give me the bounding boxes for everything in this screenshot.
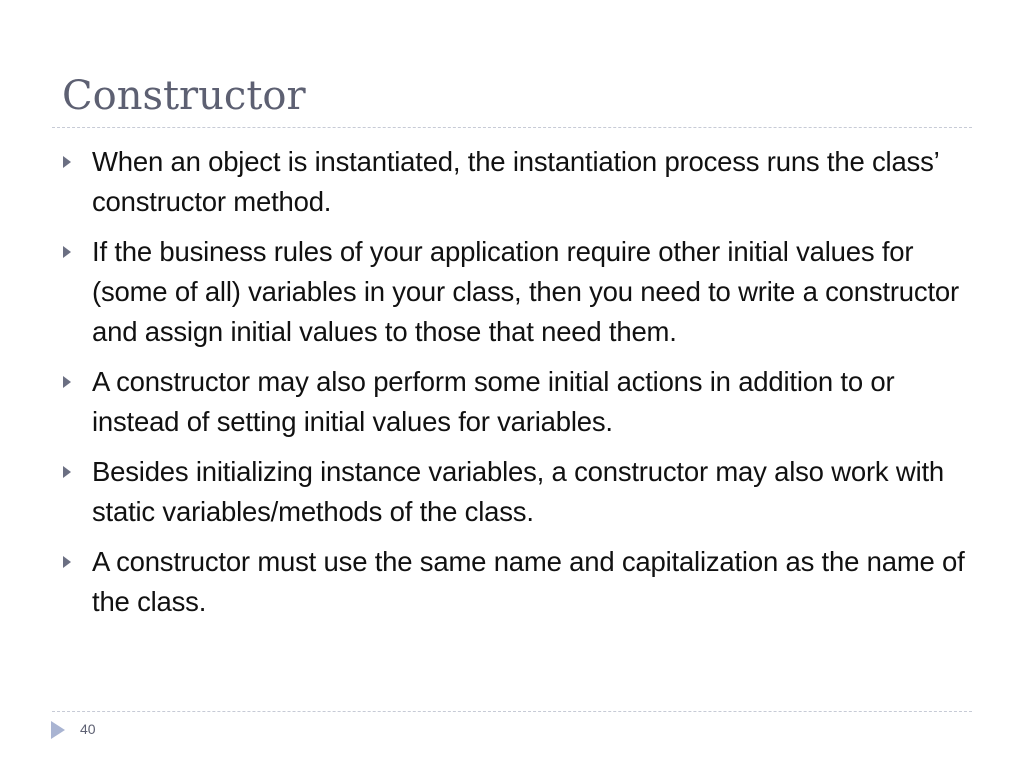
title-divider <box>52 127 972 128</box>
triangle-right-icon <box>62 542 92 582</box>
bullet-text: Besides initializing instance variables, a constructor may also work with static variables/methods of the class. <box>92 456 945 527</box>
bullet-text: If the business rules of your application require other initial values for (some of all) variables in your class, then you need to write a constructor and assign initial values to those that need them. <box>92 236 959 347</box>
list-item <box>62 452 972 532</box>
list-item <box>62 542 972 622</box>
list-item <box>62 142 972 222</box>
triangle-right-icon <box>62 362 92 402</box>
triangle-right-icon <box>62 142 92 182</box>
triangle-right-icon <box>62 452 92 492</box>
page-number: 40 <box>80 721 96 737</box>
slide-title: Constructor <box>62 73 306 119</box>
triangle-right-icon <box>62 232 92 272</box>
footer-divider <box>52 711 972 712</box>
bullet-text: A constructor must use the same name and capitalization as the name of the class. <box>92 546 965 617</box>
list-item <box>62 232 972 352</box>
footer-triangle-icon <box>50 721 66 744</box>
bullet-text: A constructor may also perform some initial actions in addition to or instead of setting initial values for variables. <box>92 366 895 437</box>
bullet-list <box>62 142 972 632</box>
list-item <box>62 362 972 442</box>
bullet-text: When an object is instantiated, the instantiation process runs the class’ constructor method. <box>92 146 939 217</box>
